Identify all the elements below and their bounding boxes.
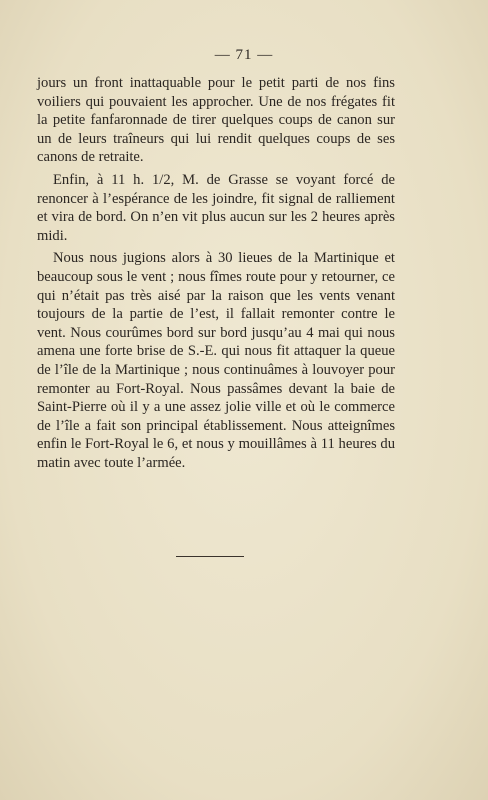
body-text [37,74,395,472]
paragraph-return-to-martinique: Nous nous jugions alors à 30 lieues de la Martinique et beaucoup sous le vent ; nous fîmes route pour y retourner, ce qui n’était pas très aisé par la raison que les vents venant toujours de la partie de l’est, il fallait remonter contre le vent. Nous courûmes bord sur bord jusqu’au 4 mai qui nous amena une forte brise de S.-E. qui nous fit attaquer la queue de l’île de la Martinique ; nous continuâmes à louvoyer pour remonter au Fort-Royal. Nous passâmes devant la baie de Saint-Pierre où il y a une assez jolie ville et où le commerce de l’île a fait son principal établissement. Nous atteignîmes enfin le Fort-Royal le 6, et nous y mouillâmes à 11 heures du matin avec toute l’armée. [37,250,395,471]
page-number: — 71 — [214,47,274,63]
paragraph-continuation: jours un front inattaquable pour le petit parti de nos fins voiliers qui pouvaient les approcher. Une de nos frégates fit la petite fanfaronnade de tirer quelques coups de canon sur un de leurs traîneurs qui lui rendit quelques coups de ses canons de retraite. [37,75,395,166]
section-end-rule [176,556,244,557]
paragraph-rallying-signal: Enfin, à 11 h. 1/2, M. de Grasse se voyant forcé de renoncer à l’espérance de les joindre, fit signal de ralliement et vira de bord. On n’en vit plus aucun sur les 2 heures après midi. [37,171,395,244]
